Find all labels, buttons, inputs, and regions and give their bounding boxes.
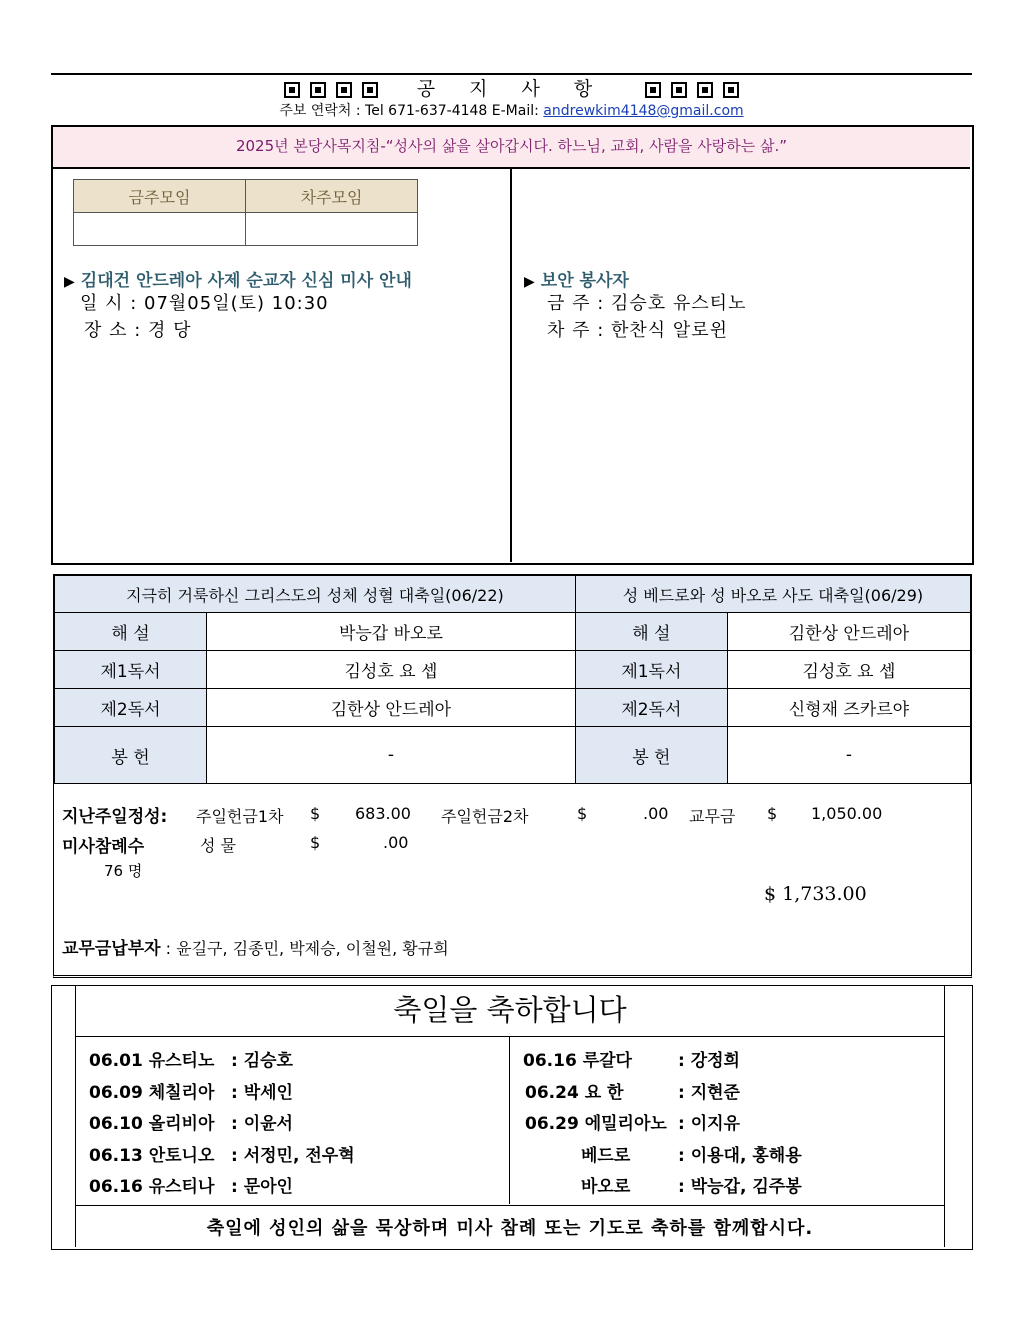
security-next-label: 차 주 bbox=[547, 320, 591, 341]
feast-names: : 지현준 bbox=[678, 1083, 740, 1103]
feast-names: : 이윤서 bbox=[231, 1114, 293, 1134]
feast-date: 06.10 bbox=[89, 1114, 143, 1134]
square-bullet-icon bbox=[697, 82, 713, 98]
feast-saint: 안토니오 bbox=[148, 1146, 215, 1166]
security-heading bbox=[524, 266, 629, 291]
security-this-value: 김승호 유스티노 bbox=[611, 293, 747, 314]
offering-2-value: .00 bbox=[643, 804, 669, 823]
list-item bbox=[89, 1046, 214, 1071]
role-label: 제1독서 bbox=[575, 651, 727, 689]
list-item bbox=[89, 1141, 214, 1166]
gift-label: 성 물 bbox=[200, 836, 236, 855]
feast-date: 06.16 bbox=[89, 1177, 143, 1197]
square-bullet-icon bbox=[336, 82, 352, 98]
list-item bbox=[581, 1141, 630, 1166]
left-role-person: 김한상 안드레아 bbox=[207, 689, 576, 727]
list-item bbox=[523, 1046, 632, 1071]
list-item bbox=[89, 1078, 214, 1103]
role-label: 제1독서 bbox=[55, 651, 207, 689]
feast-date: 06.13 bbox=[89, 1146, 143, 1166]
table-row bbox=[55, 727, 971, 784]
email-link[interactable]: andrewkim4148@gmail.com bbox=[543, 103, 744, 119]
feast-names: : 강정희 bbox=[678, 1051, 740, 1071]
attendance-label-text: 미사참례수 bbox=[62, 837, 145, 857]
feast-saint: 올리비아 bbox=[148, 1114, 215, 1134]
feast-saint: 루갈다 bbox=[582, 1051, 632, 1071]
offering-2-currency: $ bbox=[577, 804, 588, 823]
dues-label: 교무금납부자 bbox=[62, 939, 161, 959]
feast-saint: 에밀리아노 bbox=[584, 1114, 667, 1134]
triangle-bullet-icon: ▶ bbox=[524, 274, 535, 290]
feast-date: 06.24 bbox=[525, 1083, 579, 1103]
feast-date: 06.16 bbox=[523, 1051, 577, 1071]
mass-date-line: 일 시 : 07월05일(토) 10:30 bbox=[80, 293, 329, 314]
feast-names: : 문아인 bbox=[231, 1177, 293, 1197]
feast-saint: 베드로 bbox=[581, 1146, 631, 1166]
list-item bbox=[89, 1172, 214, 1197]
triangle-bullet-icon: ▶ bbox=[64, 274, 75, 290]
right-feast-header: 성 베드로와 성 바오로 사도 대축일(06/29) bbox=[575, 576, 970, 613]
column-divider bbox=[510, 168, 512, 562]
feast-names: : 김승호 bbox=[231, 1051, 293, 1071]
left-role-person: 박능갑 바오로 bbox=[207, 613, 576, 651]
feast-title: 축일을 축하합니다 bbox=[75, 986, 945, 1036]
page-title: 공 지 사 항 bbox=[416, 78, 607, 100]
mass-date-value: 07월05일(토) 10:30 bbox=[144, 293, 329, 314]
dues-payers-line bbox=[62, 934, 449, 959]
mass-date-label: 일 시 bbox=[80, 293, 124, 314]
offering-1-label: 주일헌금1차 bbox=[196, 807, 284, 826]
offering-3-value: 1,050.00 bbox=[811, 804, 883, 823]
liturgy-schedule-table bbox=[54, 575, 971, 784]
mass-place-line: 장 소 : 경 당 bbox=[84, 320, 192, 341]
security-next-week: 차 주 : 한찬식 알로윈 bbox=[547, 320, 729, 341]
mass-notice-title: 김대건 안드레아 사제 순교자 신심 미사 안내 bbox=[80, 271, 412, 291]
right-role-person: 신형재 즈카르야 bbox=[727, 689, 970, 727]
offering-1-currency: $ bbox=[310, 804, 321, 823]
table-row bbox=[55, 689, 971, 727]
list-item bbox=[525, 1078, 623, 1103]
security-title: 보안 봉사자 bbox=[540, 271, 629, 291]
pastoral-banner: 2025년 본당사목지침-“성사의 삶을 살아갑시다. 하느님, 교회, 사람을 사랑하는 삶.” bbox=[53, 127, 970, 169]
feast-saint: 체칠리아 bbox=[148, 1083, 215, 1103]
role-label: 제2독서 bbox=[575, 689, 727, 727]
meetings-table bbox=[73, 179, 418, 246]
feast-saint: 바오로 bbox=[581, 1177, 631, 1197]
feast-column-divider bbox=[509, 1036, 510, 1204]
next-week-meeting-header: 차주모임 bbox=[246, 180, 418, 213]
list-item bbox=[525, 1109, 667, 1134]
role-label: 해 설 bbox=[575, 613, 727, 651]
square-bullet-icon bbox=[362, 82, 378, 98]
mass-notice-heading bbox=[64, 266, 412, 291]
gift-value: .00 bbox=[383, 833, 409, 852]
offering-3-label: 교무금 bbox=[689, 807, 736, 826]
contact-line bbox=[51, 100, 972, 120]
table-row bbox=[55, 613, 971, 651]
right-role-person: 김성호 요 셉 bbox=[727, 651, 970, 689]
feast-names: : 박세인 bbox=[231, 1083, 293, 1103]
square-bullet-icon bbox=[723, 82, 739, 98]
left-role-person: 김성호 요 셉 bbox=[207, 651, 576, 689]
feast-saint: 유스티노 bbox=[148, 1051, 215, 1071]
offering-1-value: 683.00 bbox=[355, 804, 411, 823]
feast-names: : 이용대, 홍해용 bbox=[678, 1146, 802, 1166]
square-bullet-icon bbox=[645, 82, 661, 98]
feast-date: 06.29 bbox=[525, 1114, 579, 1134]
offering-3-currency: $ bbox=[767, 804, 778, 823]
attendance-value: 76 명 bbox=[104, 862, 143, 880]
role-label: 제2독서 bbox=[55, 689, 207, 727]
square-bullet-icon bbox=[310, 82, 326, 98]
this-week-meeting-cell bbox=[74, 213, 246, 246]
offering-title bbox=[62, 802, 167, 827]
role-label: 봉 헌 bbox=[55, 727, 207, 784]
feast-names: : 박능갑, 김주봉 bbox=[678, 1177, 802, 1197]
contact-label: 주보 연락처 : Tel 671-637-4148 E-Mail: bbox=[279, 103, 544, 119]
dues-names: : 윤길구, 김종민, 박제승, 이철원, 황규희 bbox=[165, 939, 449, 958]
feast-names: : 이지유 bbox=[678, 1114, 740, 1134]
gift-currency: $ bbox=[310, 833, 321, 852]
mass-place-value: 경 당 bbox=[148, 320, 192, 341]
role-label: 봉 헌 bbox=[575, 727, 727, 784]
feast-saint: 유스티나 bbox=[148, 1177, 215, 1197]
feast-footer: 축일에 성인의 삶을 묵상하며 미사 참례 또는 기도로 축하를 함께합시다. bbox=[75, 1205, 945, 1247]
security-this-week: 금 주 : 김승호 유스티노 bbox=[547, 293, 747, 314]
feast-date: 06.01 bbox=[89, 1051, 143, 1071]
table-row bbox=[55, 651, 971, 689]
left-role-person: - bbox=[207, 727, 576, 784]
offering-title-text: 지난주일정성: bbox=[62, 807, 168, 827]
feast-names: : 서정민, 전우혁 bbox=[231, 1146, 355, 1166]
list-item bbox=[581, 1172, 630, 1197]
role-label: 해 설 bbox=[55, 613, 207, 651]
square-bullet-icon bbox=[284, 82, 300, 98]
offering-2-label: 주일헌금2차 bbox=[441, 807, 529, 826]
notice-header bbox=[51, 74, 972, 101]
feast-date: 06.09 bbox=[89, 1083, 143, 1103]
list-item bbox=[89, 1109, 214, 1134]
right-role-person: - bbox=[727, 727, 970, 784]
mass-place-label: 장 소 bbox=[84, 320, 128, 341]
security-this-label: 금 주 bbox=[547, 293, 591, 314]
square-bullet-icon bbox=[671, 82, 687, 98]
left-feast-header: 지극히 거룩하신 그리스도의 성체 성혈 대축일(06/22) bbox=[55, 576, 576, 613]
security-next-value: 한찬식 알로윈 bbox=[611, 320, 729, 341]
offering-total: $ 1,733.00 bbox=[764, 883, 867, 905]
attendance-label bbox=[62, 832, 144, 857]
this-week-meeting-header: 금주모임 bbox=[74, 180, 246, 213]
right-role-person: 김한상 안드레아 bbox=[727, 613, 970, 651]
feast-saint: 요 한 bbox=[584, 1083, 624, 1103]
next-week-meeting-cell bbox=[246, 213, 418, 246]
